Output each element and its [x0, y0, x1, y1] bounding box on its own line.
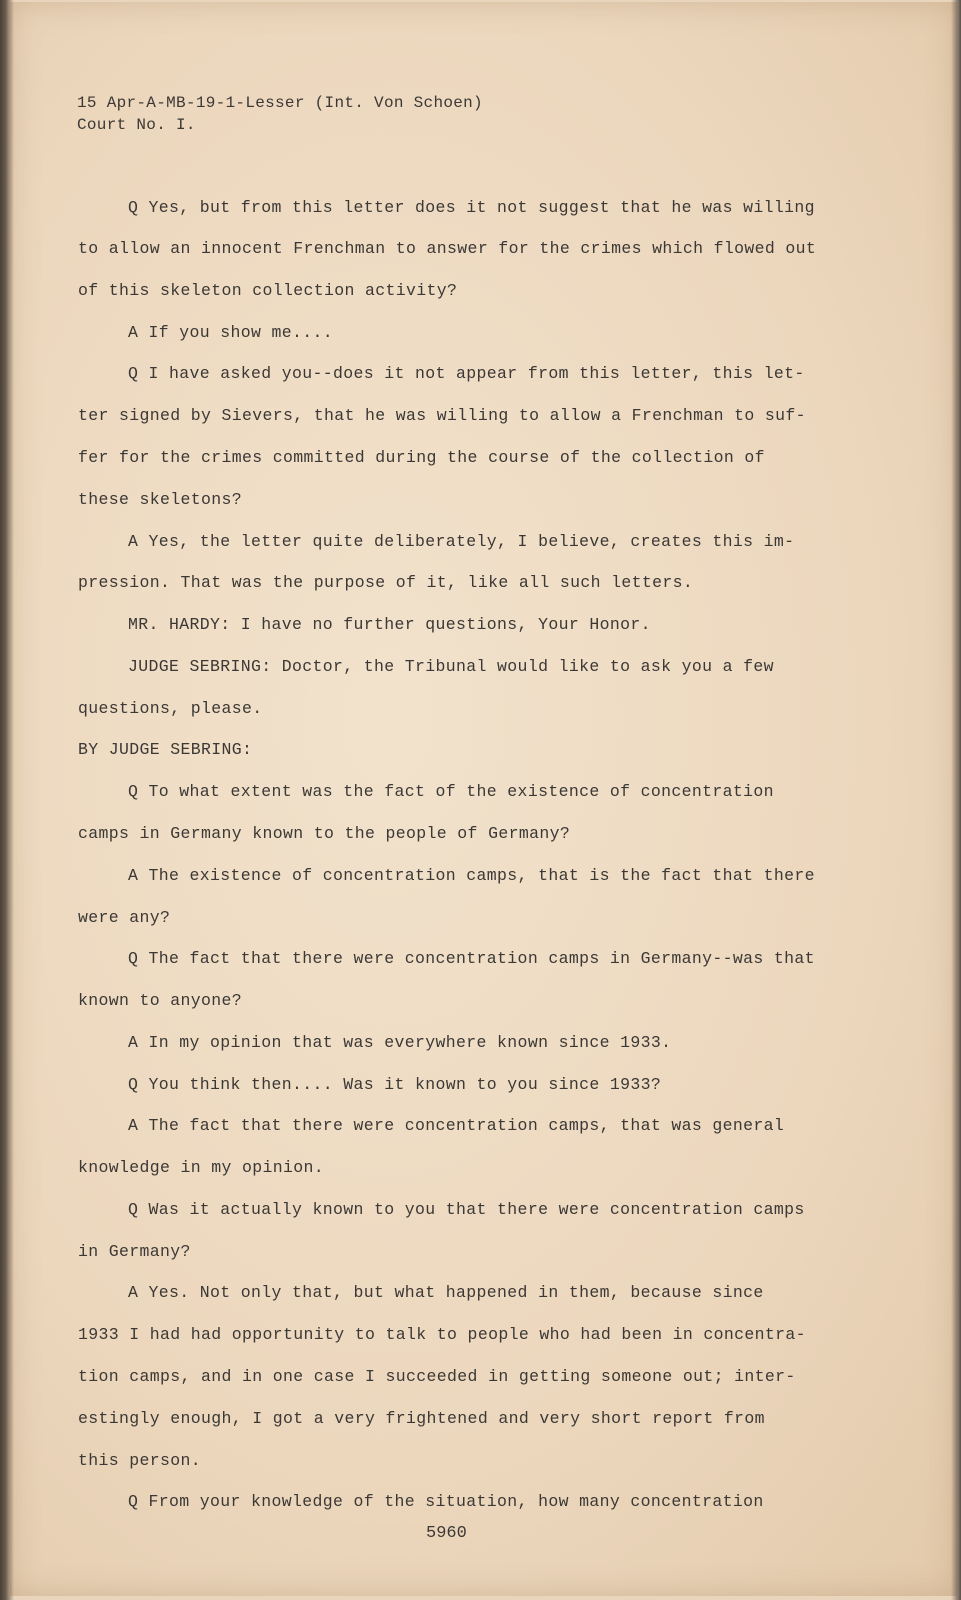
transcript-line: 1933 I had had opportunity to talk to people who had been in concentra-: [78, 1325, 806, 1344]
transcript-line: knowledge in my opinion.: [78, 1158, 325, 1177]
transcript-line: A Yes. Not only that, but what happened in them, because since: [128, 1283, 764, 1302]
transcript-line: camps in Germany known to the people of Germany?: [78, 824, 571, 843]
document-header: [77, 92, 483, 136]
transcript-line: estingly enough, I got a very frightened and very short report from: [78, 1409, 765, 1428]
transcript-line: A The fact that there were concentration camps, that was general: [128, 1116, 785, 1135]
transcript-line: to allow an innocent Frenchman to answer for the crimes which flowed out: [78, 239, 817, 258]
transcript-line: this person.: [78, 1451, 202, 1470]
transcript-line: Q Was it actually known to you that there were concentration camps: [128, 1200, 805, 1219]
transcript-line: Q Yes, but from this letter does it not suggest that he was willing: [128, 198, 815, 217]
transcript-line: A If you show me....: [128, 323, 334, 342]
transcript-line: MR. HARDY: I have no further questions, Your Honor.: [128, 615, 651, 634]
transcript-line: Q To what extent was the fact of the existence of concentration: [128, 782, 774, 801]
transcript-line: these skeletons?: [78, 490, 243, 509]
transcript-line: questions, please.: [78, 699, 263, 718]
transcript-line: were any?: [78, 908, 171, 927]
transcript-line: in Germany?: [78, 1242, 191, 1261]
transcript-line: tion camps, and in one case I succeeded in getting someone out; inter-: [78, 1367, 796, 1386]
transcript-line: A In my opinion that was everywhere known since 1933.: [128, 1033, 672, 1052]
transcript-line: ter signed by Sievers, that he was willing to allow a Frenchman to suf-: [78, 406, 806, 425]
transcript-line: A Yes, the letter quite deliberately, I believe, creates this im-: [128, 532, 795, 551]
transcript-line: Q From your knowledge of the situation, how many concentration: [128, 1492, 764, 1511]
transcript-line: Q I have asked you--does it not appear from this letter, this let-: [128, 364, 805, 383]
header-reference: 15 Apr-A-MB-19-1-Lesser (Int. Von Schoen): [77, 94, 483, 112]
transcript-line: Q You think then.... Was it known to you since 1933?: [128, 1075, 662, 1094]
transcript-line: pression. That was the purpose of it, like all such letters.: [78, 573, 694, 592]
page-left-edge: [0, 0, 14, 1600]
transcript-line: Q The fact that there were concentration camps in Germany--was that: [128, 949, 815, 968]
transcript-line: fer for the crimes committed during the course of the collection of: [78, 448, 765, 467]
page-right-edge: [951, 0, 961, 1600]
header-court: Court No. I.: [77, 116, 196, 134]
transcript-line: of this skeleton collection activity?: [78, 281, 458, 300]
transcript-line: JUDGE SEBRING: Doctor, the Tribunal would like to ask you a few: [128, 657, 774, 676]
transcript-line: known to anyone?: [78, 991, 243, 1010]
transcript-line: BY JUDGE SEBRING:: [78, 740, 253, 759]
transcript-line: A The existence of concentration camps, that is the fact that there: [128, 866, 815, 885]
page-number: 5960: [426, 1524, 467, 1543]
